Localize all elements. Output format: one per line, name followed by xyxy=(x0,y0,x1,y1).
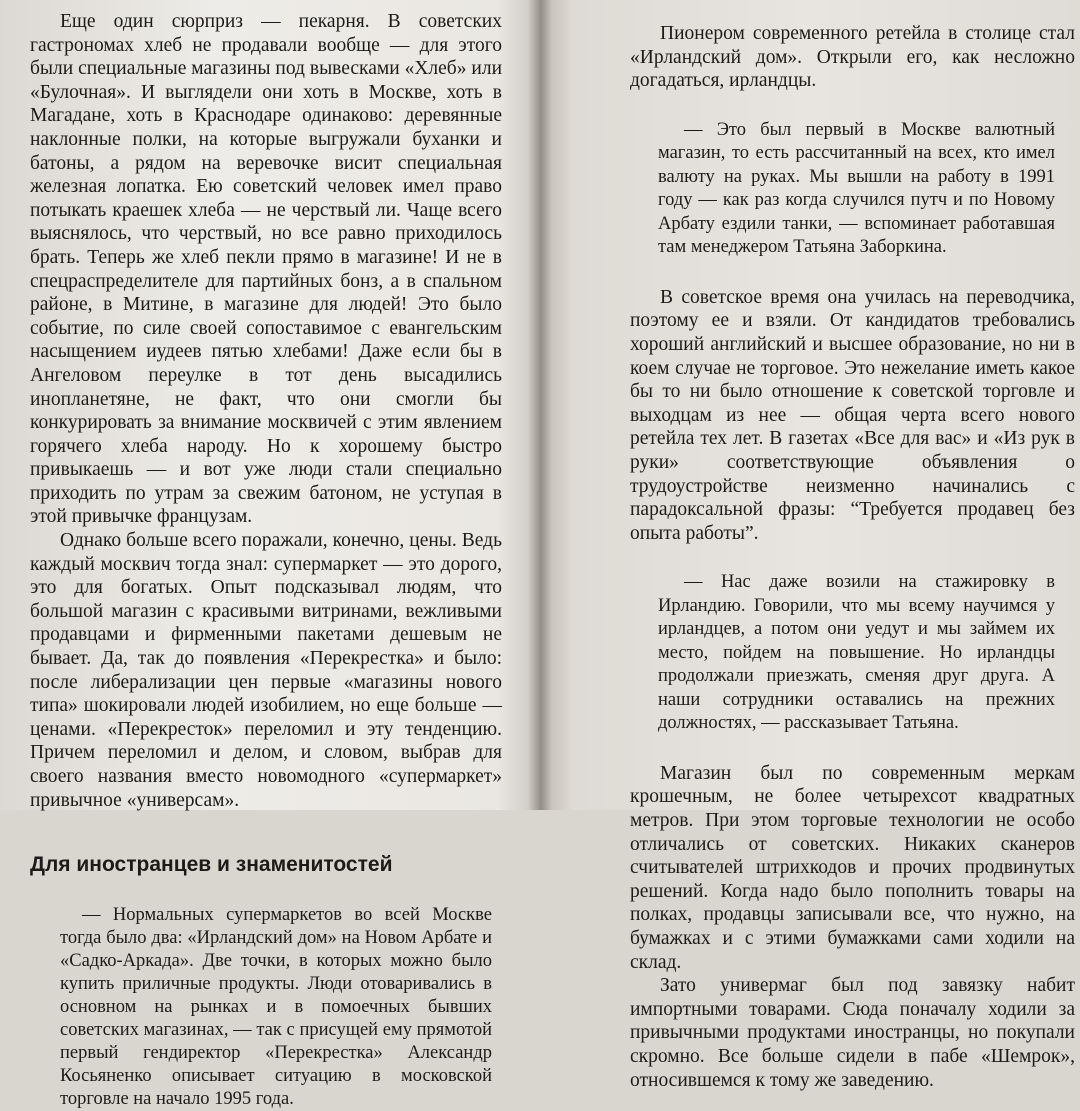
left-page-text xyxy=(30,10,502,1111)
right-paragraph-imports: Зато универмаг был под завязку набит импортными товарами. Сюда поначалу ходили за привычными продуктами иностранцы, но покупали скромно. Все больше сидели в пабе «Шемрок», относившемся к тому же заведению. xyxy=(630,975,1075,1091)
section-heading: Для иностранцев и знаменитостей xyxy=(30,853,393,877)
right-quote-2-text: — Нас даже возили на стажировку в Ирландию. Говорили, что мы всему научимся у ирландцев, а потом они уедут и мы займем их место, пойдем на повышение. Но ирландцы продолжали приезжать, сменяя друг друга. А наши сотрудники оставались на прежних должностях, — рассказывает Татьяна. xyxy=(658,572,1055,734)
right-quote-2 xyxy=(630,571,1075,736)
right-quote-1 xyxy=(630,119,1075,260)
left-quote-text: — Нормальных супермаркетов во всей Москве тогда было два: «Ирландский дом» на Новом Арбате и «Садко-Аркада». Две точки, в которых можно было купить приличные продукты. Люди отоваривались в основном на рынках и в помоечных бывших советских магазинах, — так с присущей ему прямотой первый гендиректор «Перекрестка» Александр Косьяненко описывает ситуацию в московской торговле на начало 1995 года. xyxy=(60,905,492,1110)
book-gutter-shadow xyxy=(528,0,552,810)
left-page xyxy=(0,0,540,1110)
right-paragraph-hiring: В советское время она училась на переводчика, поэтому ее и взяли. От кандидатов требовались хороший английский и высшее образование, но ни в коем случае не торговое. Это нежелание иметь какое бы то ни было отношение к советской торговле и выходцам из нее — общая черта всего нового ретейла тех лет. В газетах «Все для вас» и «Из рук в руки» соответствующие объявления о трудоустройстве неизменно начинались с парадоксальной фразы: “Требуется продавец без опыта работы”. xyxy=(630,286,1075,544)
right-quote-1-text: — Это был первый в Москве валютный магазин, то есть рассчитанный на всех, кто имел валюту на руках. Мы вышли на работу в 1991 году — как раз когда случился путч и по Новому Арбату ездили танки, — вспоминает работавшая там менеджером Татьяна Заборкина. xyxy=(658,119,1055,258)
left-quote xyxy=(30,904,502,1111)
right-page xyxy=(540,0,1080,1091)
right-paragraph-store-size: Магазин был по современным меркам крошечным, не более четырехсот квадратных метров. При этом торговые технологии не особо отличались от советских. Никаких сканеров считывателей штрихкодов и прочих продвинутых решений. Когда надо было пополнить товары на полках, продавцы записывали все, что нужно, на бумажках и с этими бумажками сами ходили на склад. xyxy=(630,762,1075,973)
right-paragraph-pioneer: Пионером современного ретейла в столице стал «Ирландский дом». Открыли его, как несложно догадаться, ирландцы. xyxy=(630,23,1075,92)
right-page-text xyxy=(630,22,1075,1092)
left-paragraph-bakery: Еще один сюрприз — пекарня. В советских гастрономах хлеб не продавали вообще — для этого были специальные магазины под вывесками «Хлеб» или «Булочная». И выглядели они хоть в Москве, хоть в Магадане, хоть в Краснодаре одинаково: деревянные наклонные полки, на которые выгружали буханки и батоны, а рядом на веревочке висит специальная железная лопатка. Ею советский человек имел право потыкать краешек хлеба — не черствый ли. Чаще всего выяснялось, что черствый, но все равно приходилось брать. Теперь же хлеб пекли прямо в магазине! И не в спецраспределителе для партийных бонз, а в спальном районе, в Митине, в магазине для людей! Это было событие, по силе своей сопоставимое с евангельским насыщением иудеев пятью хлебами! Даже если бы в Ангеловом переулке в тот день высадились инопланетяне, не факт, что они смогли бы конкурировать за внимание москвичей с этим явлением горячего хлеба народу. Но к хорошему быстро привыкаешь — и вот уже люди стали специально приходить по утрам за свежим батоном, не уступая в этой привычке французам. xyxy=(30,11,502,528)
left-paragraph-prices: Однако больше всего поражали, конечно, цены. Ведь каждый москвич тогда знал: супермаркет — это дорого, это для богатых. Опыт подсказывал людям, что большой магазин с красивыми витринами, вежливыми продавцами и фирменными пакетами дешевым не бывает. Да, так до появления «Перекрестка» и было: после либерализации цен первые «магазины нового типа» шокировали людей изобилием, но еще больше — ценами. «Перекресток» переломил и эту тенденцию. Причем переломил и делом, и словом, выбрав для своего названия вместо новомодного «супермаркет» привычное «универсам». xyxy=(30,530,502,811)
